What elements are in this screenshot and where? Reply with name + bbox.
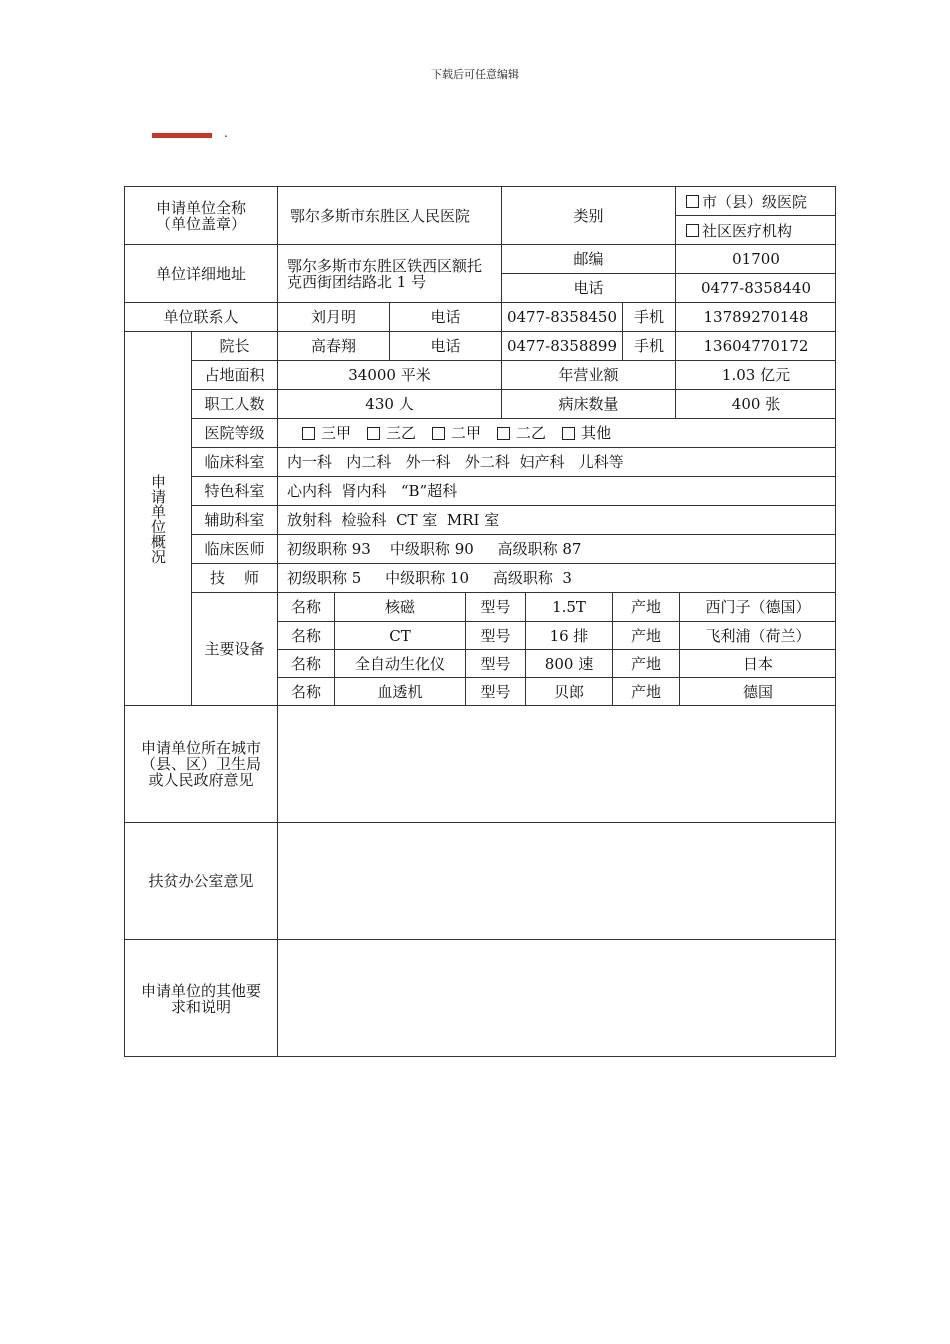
grade-option-label: 三乙: [386, 424, 417, 442]
area-value: 34000 平米: [277, 360, 501, 389]
equipment-model: 16 排: [525, 621, 612, 649]
doctors-label: 临床医师: [191, 534, 277, 563]
beds-label: 病床数量: [501, 389, 675, 418]
equipment-name-header: 名称: [277, 649, 334, 677]
overview-label: [124, 331, 191, 705]
health-bureau-opinion-field[interactable]: [277, 705, 836, 822]
director-label: 院长: [191, 331, 277, 360]
checkbox-icon[interactable]: [302, 427, 315, 440]
other-requirements-label: 申请单位的其他要 求和说明: [124, 939, 277, 1057]
grade-label: 医院等级: [191, 418, 277, 447]
checkbox-icon[interactable]: [686, 195, 699, 208]
equipment-model-header: 型号: [465, 649, 525, 677]
category-option-label: 市（县）级医院: [702, 192, 808, 211]
checkbox-icon[interactable]: [497, 427, 510, 440]
equipment-name: 全自动生化仪: [334, 649, 465, 677]
category-option-city-hospital[interactable]: [675, 186, 836, 216]
postcode-label: 邮编: [501, 244, 675, 273]
address-label: 单位详细地址: [124, 244, 277, 302]
clinical-depts-label: 临床科室: [191, 447, 277, 476]
equipment-origin-header: 产地: [612, 592, 679, 621]
area-label: 占地面积: [191, 360, 277, 389]
red-decoration-bar: [152, 133, 212, 138]
grade-options: [277, 418, 836, 447]
category-option-community[interactable]: [675, 215, 836, 245]
aux-depts-label: 辅助科室: [191, 505, 277, 534]
director-mobile: 13604770172: [675, 331, 836, 360]
checkbox-icon[interactable]: [562, 427, 575, 440]
grade-option-2[interactable]: [367, 425, 416, 441]
other-requirements-field[interactable]: [277, 939, 836, 1057]
director-mobile-label: 手机: [622, 331, 675, 360]
equipment-name: 血透机: [334, 677, 465, 705]
director-phone-label: 电话: [389, 331, 501, 360]
phone-value: 0477-8358440: [675, 273, 836, 302]
equipment-model-header: 型号: [465, 677, 525, 705]
application-form-table: [124, 186, 836, 1057]
grade-option-4[interactable]: [497, 425, 546, 441]
equipment-origin: 日本: [679, 649, 836, 677]
contact-mobile: 13789270148: [675, 302, 836, 331]
equipment-model-header: 型号: [465, 621, 525, 649]
poverty-office-label: 扶贫办公室意见: [124, 822, 277, 939]
grade-option-label: 二甲: [451, 424, 482, 442]
equipment-origin: 飞利浦（荷兰）: [679, 621, 836, 649]
equipment-name-header: 名称: [277, 592, 334, 621]
phone-label: 电话: [501, 273, 675, 302]
applicant-name-label: 申请单位全称 （单位盖章）: [124, 186, 277, 245]
category-label: 类别: [501, 186, 675, 245]
technicians-value: 初级职称 5 中级职称 10 高级职称 3: [277, 563, 836, 592]
technicians-label: 技 师: [191, 563, 277, 592]
staff-label: 职工人数: [191, 389, 277, 418]
address-value: 鄂尔多斯市东胜区铁西区额托克西街团结路北 1 号: [277, 244, 501, 302]
equipment-origin-header: 产地: [612, 649, 679, 677]
grade-option-label: 二乙: [516, 424, 547, 442]
contact-name: 刘月明: [277, 302, 389, 331]
equipment-model-header: 型号: [465, 592, 525, 621]
equipment-name: 核磁: [334, 592, 465, 621]
contact-phone: 0477-8358450: [501, 302, 622, 331]
contact-phone-label: 电话: [389, 302, 501, 331]
checkbox-icon[interactable]: [367, 427, 380, 440]
applicant-name-value: 鄂尔多斯市东胜区人民医院: [277, 186, 501, 245]
equipment-name-header: 名称: [277, 677, 334, 705]
dot-mark: .: [224, 126, 228, 140]
category-option-label: 社区医疗机构: [702, 221, 793, 240]
special-depts-value: 心内科 肾内科 “B”超科: [277, 476, 836, 505]
contact-label: 单位联系人: [124, 302, 277, 331]
beds-value: 400 张: [675, 389, 836, 418]
checkbox-icon[interactable]: [686, 224, 699, 237]
revenue-label: 年营业额: [501, 360, 675, 389]
overview-label-text: 申请单位概况: [149, 473, 167, 564]
postcode-value: 01700: [675, 244, 836, 273]
equipment-name: CT: [334, 621, 465, 649]
aux-depts-value: 放射科 检验科 CT 室 MRI 室: [277, 505, 836, 534]
director-phone: 0477-8358899: [501, 331, 622, 360]
doctors-value: 初级职称 93 中级职称 90 高级职称 87: [277, 534, 836, 563]
equipment-model: 800 速: [525, 649, 612, 677]
equipment-label: 主要设备: [191, 592, 277, 705]
director-name: 高春翔: [277, 331, 389, 360]
equipment-model: 1.5T: [525, 592, 612, 621]
special-depts-label: 特色科室: [191, 476, 277, 505]
equipment-origin-header: 产地: [612, 677, 679, 705]
equipment-model: 贝郎: [525, 677, 612, 705]
revenue-value: 1.03 亿元: [675, 360, 836, 389]
equipment-origin-header: 产地: [612, 621, 679, 649]
equipment-origin: 德国: [679, 677, 836, 705]
equipment-name-header: 名称: [277, 621, 334, 649]
grade-option-5[interactable]: [562, 425, 611, 441]
grade-option-1[interactable]: [302, 425, 351, 441]
checkbox-icon[interactable]: [432, 427, 445, 440]
contact-mobile-label: 手机: [622, 302, 675, 331]
download-note: 下载后可任意编辑: [431, 68, 519, 81]
staff-value: 430 人: [277, 389, 501, 418]
poverty-office-opinion-field[interactable]: [277, 822, 836, 939]
health-bureau-label: 申请单位所在城市 （县、区）卫生局 或人民政府意见: [124, 705, 277, 822]
grade-option-label: 三甲: [321, 424, 352, 442]
grade-option-label: 其他: [581, 424, 612, 442]
clinical-depts-value: 内一科 内二科 外一科 外二科 妇产科 儿科等: [277, 447, 836, 476]
equipment-origin: 西门子（德国）: [679, 592, 836, 621]
grade-option-3[interactable]: [432, 425, 481, 441]
